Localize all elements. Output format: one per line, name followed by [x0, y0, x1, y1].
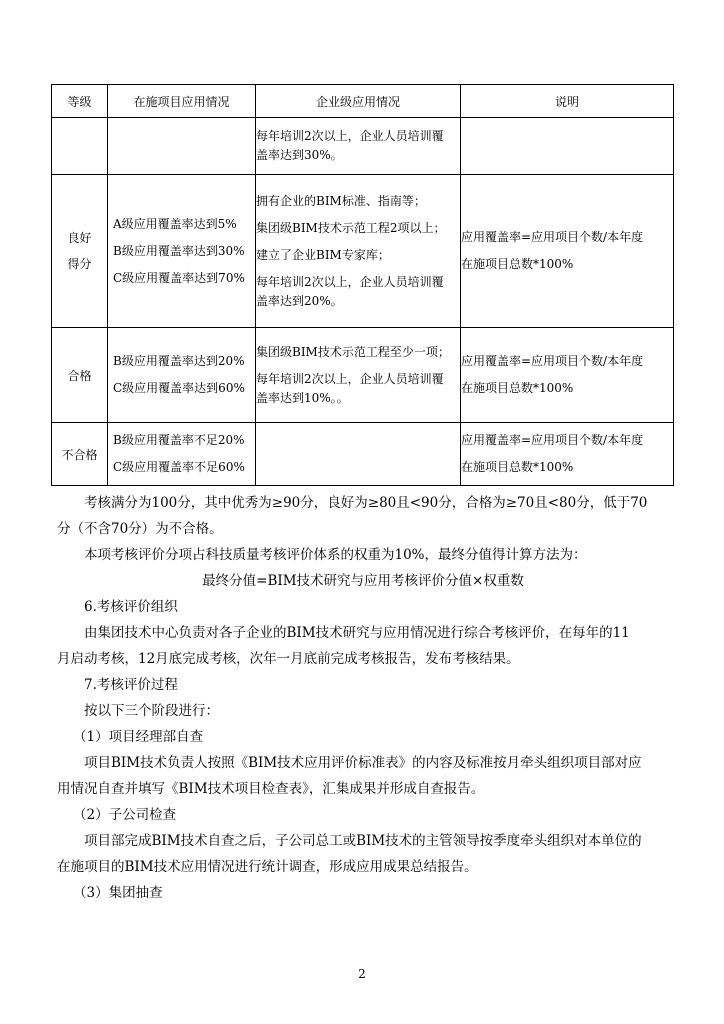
paragraph-selfcheck-line2: 用情况自查并填写《BIM技术项目检查表》，汇集成果并形成自查报告。 — [57, 781, 485, 797]
pass-project: B级应用覆盖率达到20% C级应用覆盖率达到60% — [108, 328, 256, 423]
cont-note — [461, 118, 674, 175]
paragraph-subsidiary-line2: 在施项目的BIM技术应用情况进行统计调查，形成应用成果总结报告。 — [57, 859, 478, 875]
paragraph-selfcheck-line1: 项目BIM技术负责人按照《BIM技术应用评价标准表》的内容及标准按月牵头组织项目部对应 — [84, 755, 642, 771]
subheading-2: （2）子公司检查 — [73, 807, 177, 823]
heading-7: 7.考核评价过程 — [84, 677, 178, 693]
paragraph-subsidiary-line1: 项目部完成BIM技术自查之后，子公司总工或BIM技术的主管领导按季度牵头组织对本单位的 — [84, 833, 642, 849]
body-text — [57, 490, 669, 906]
table-row — [52, 328, 674, 423]
good-level: 良好 得分 — [52, 175, 108, 328]
cont-enterprise: 每年培训2次以上，企业人员培训覆 盖率达到30%。 — [256, 118, 461, 175]
pass-enterprise: 集团级BIM技术示范工程至少一项； 每年培训2次以上，企业人员培训覆 盖率达到10%。。 — [256, 328, 461, 423]
fail-project: B级应用覆盖率不足20% C级应用覆盖率不足60% — [108, 423, 256, 486]
heading-6: 6.考核评价组织 — [84, 599, 178, 615]
cont-level — [52, 118, 108, 175]
paragraph-score-line2: 分（不含70分）为不合格。 — [57, 521, 223, 537]
fail-level: 不合格 — [52, 423, 108, 486]
paragraph-org-line2: 月启动考核，12月底完成考核，次年一月底前完成考核报告，发布考核结果。 — [57, 651, 520, 667]
page-number: 2 — [358, 967, 366, 981]
header-level: 等级 — [52, 85, 108, 118]
paragraph-weight: 本项考核评价分项占科技质量考核评价体系的权重为10%，最终分值得计算方法为： — [84, 547, 587, 563]
fail-enterprise — [256, 423, 461, 486]
good-note: 应用覆盖率=应用项目个数/本年度 在施项目总数*100% — [461, 175, 674, 328]
header-enterprise: 企业级应用情况 — [256, 85, 461, 118]
subheading-1: （1）项目经理部自查 — [73, 729, 204, 745]
pass-note: 应用覆盖率=应用项目个数/本年度 在施项目总数*100% — [461, 328, 674, 423]
subheading-3: （3）集团抽查 — [73, 885, 163, 901]
pass-level: 合格 — [52, 328, 108, 423]
fail-note: 应用覆盖率=应用项目个数/本年度 在施项目总数*100% — [461, 423, 674, 486]
evaluation-table — [51, 84, 674, 486]
table-row — [52, 175, 674, 328]
paragraph-org-line1: 由集团技术中心负责对各子企业的BIM技术研究与应用情况进行综合考核评价，在每年的11 — [84, 625, 630, 641]
formula: 最终分值=BIM技术研究与应用考核评价分值×权重数 — [202, 573, 524, 589]
good-project: A级应用覆盖率达到5% B级应用覆盖率达到30% C级应用覆盖率达到70% — [108, 175, 256, 328]
good-enterprise: 拥有企业的BIM标准、指南等； 集团级BIM技术示范工程2项以上； 建立了企业BIM专家库； 每年培训2次以上，企业人员培训覆 盖率达到20%。 — [256, 175, 461, 328]
table-row — [52, 118, 674, 175]
table-header-row — [52, 85, 674, 118]
paragraph-score-line1: 考核满分为100分，其中优秀为≥90分，良好为≥80且<90分，合格为≥70且<80分，低于70 — [84, 495, 648, 511]
header-note: 说明 — [461, 85, 674, 118]
cont-project — [108, 118, 256, 175]
header-project: 在施项目应用情况 — [108, 85, 256, 118]
table-row — [52, 423, 674, 486]
paragraph-stages: 按以下三个阶段进行： — [84, 703, 219, 719]
